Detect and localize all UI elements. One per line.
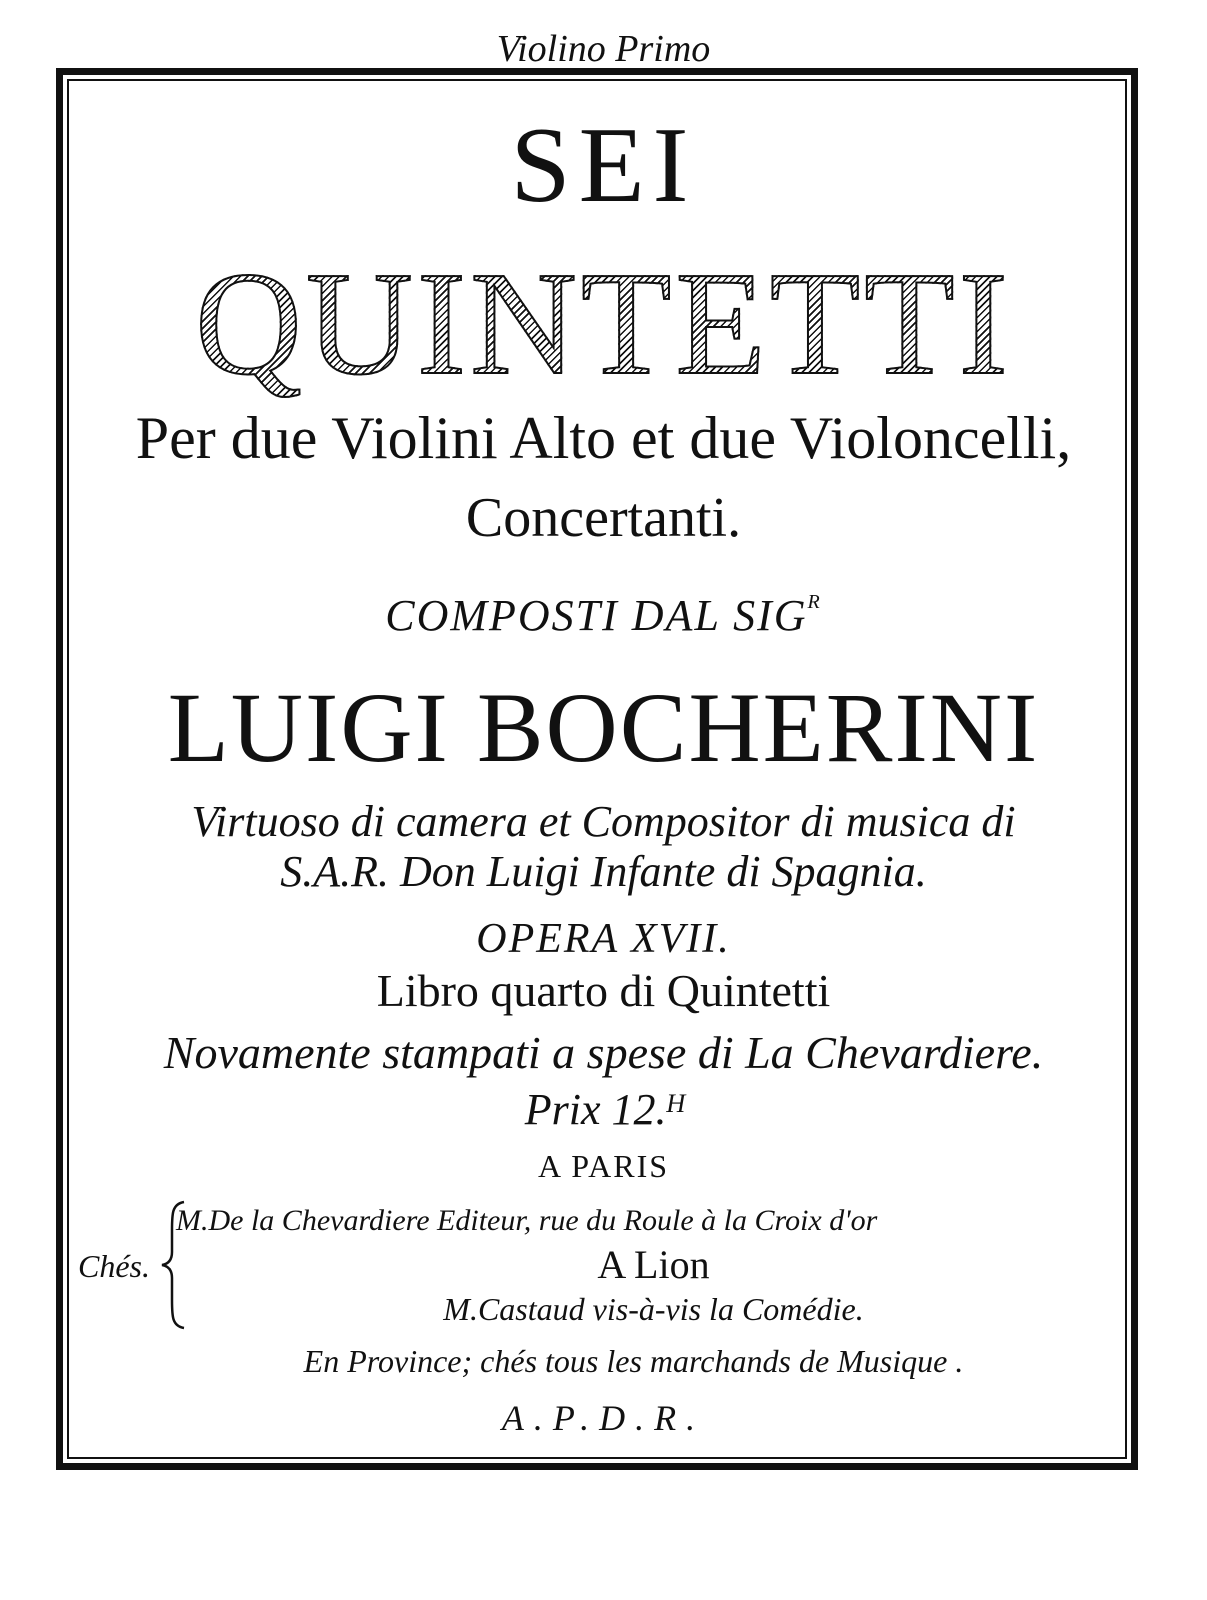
- privilege-mark: A.P.D.R.: [501, 1398, 706, 1438]
- part-name: Violino Primo: [496, 28, 711, 70]
- city-paris: A PARIS: [537, 1148, 670, 1184]
- title-sei: SEI: [510, 106, 697, 225]
- instrumentation: Per due Violini Alto et due Violoncelli,: [135, 405, 1072, 471]
- composer-position-2: S.A.R. Don Luigi Infante di Spagnia.: [280, 847, 927, 896]
- composed-by: [0, 592, 1207, 638]
- printing-note: Novamente stampati a spese di La Chevardiere.: [163, 1027, 1044, 1078]
- book-number: Libro quarto di Quintetti: [376, 965, 831, 1016]
- concertanti: Concertanti.: [465, 487, 742, 549]
- price: Prix 12.ᴴ: [524, 1085, 683, 1134]
- seller-provinces: En Province; chés tous les marchands de Musique .: [303, 1343, 964, 1379]
- city-lyon: A Lion: [597, 1242, 710, 1287]
- title-quintetti: QUINTETTI: [195, 242, 1012, 406]
- composed-by-text: COMPOSTI DAL SIG: [385, 591, 808, 640]
- ches-label: Chés.: [78, 1248, 150, 1284]
- opus-number: OPERA XVII.: [476, 916, 731, 962]
- composed-by-sup: R: [807, 591, 822, 613]
- seller-lyon: M.Castaud vis-à-vis la Comédie.: [443, 1291, 864, 1327]
- composer-name: LUIGI BOCHERINI: [167, 672, 1040, 783]
- composer-position-1: Virtuoso di camera et Compositor di musica di: [191, 797, 1016, 846]
- seller-paris: M.De la Chevardiere Editeur, rue du Roule à la Croix d'or: [176, 1204, 878, 1237]
- title-quintetti-wrap: [0, 242, 1207, 406]
